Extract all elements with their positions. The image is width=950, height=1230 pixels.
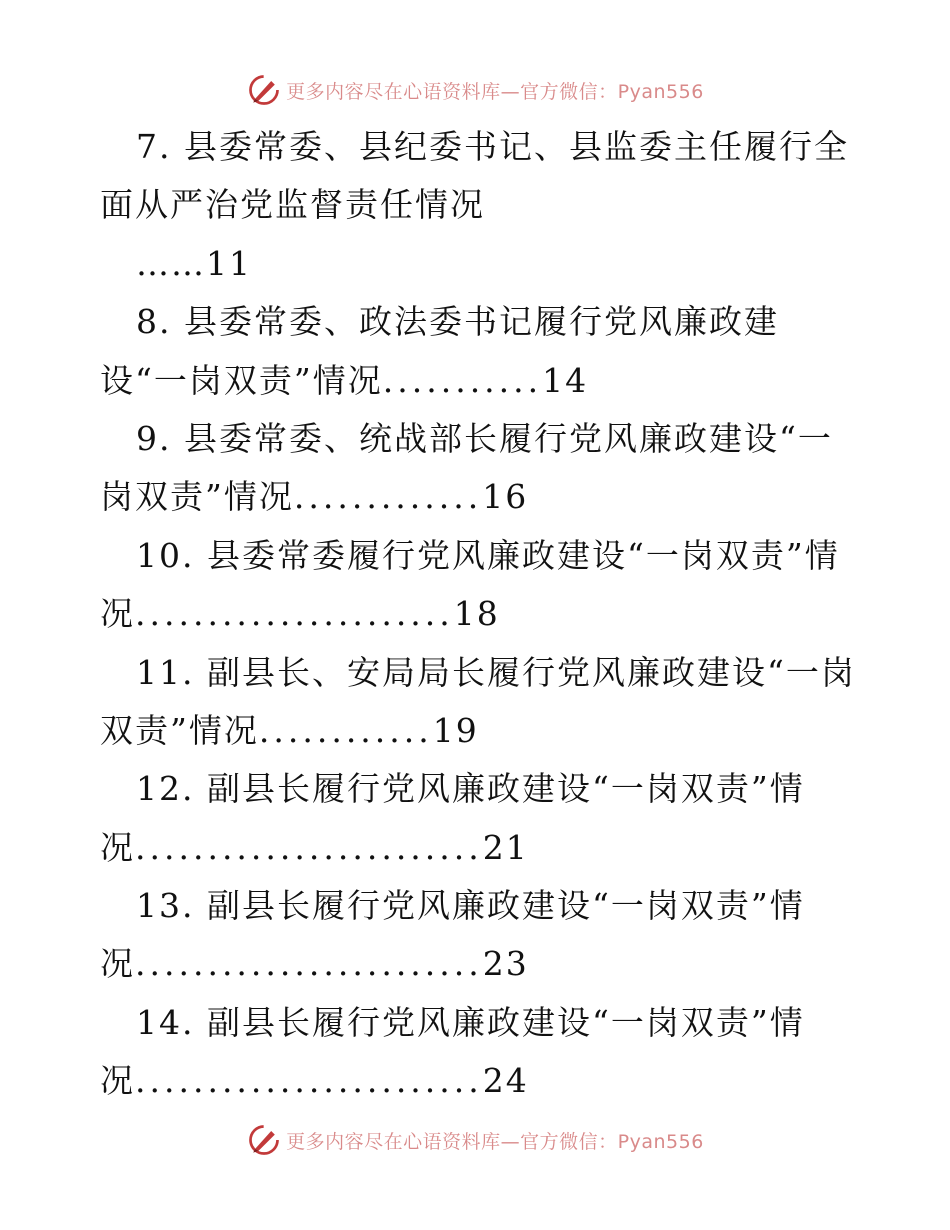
toc-leader-dots: ............. [293, 477, 483, 517]
watermark-content [246, 1122, 704, 1158]
toc-entry-12-line-2 [100, 819, 860, 877]
toc-entry-text: 况 [100, 594, 135, 634]
toc-entry-7-line-2: 面从严治党监督责任情况 [100, 185, 485, 225]
toc-leader-dots: ...................... [135, 594, 454, 634]
toc-entry-11-line-1: 11. 副县长、安局局长履行党风廉政建设“一岗 [136, 652, 856, 692]
watermark-content [246, 72, 704, 108]
table-of-contents [100, 118, 860, 1111]
toc-entry-12-line-1: 12. 副县长履行党风廉政建设“一岗双责”情 [136, 769, 805, 809]
watermark-text: 更多内容尽在心语资料库—官方微信：Pyan556 [286, 1130, 704, 1153]
toc-leader-dots: ........... [382, 360, 543, 400]
toc-entry-8-line-1: 8. 县委常委、政法委书记履行党风廉政建 [136, 302, 779, 342]
toc-entry-9-line-2 [100, 468, 860, 526]
toc-entry-text: 设“一岗双责”情况 [100, 360, 383, 400]
toc-entry-13-line-1: 13. 副县长履行党风廉政建设“一岗双责”情 [136, 886, 805, 926]
pen-logo-icon [246, 1122, 282, 1158]
toc-leader-dots: ........................ [135, 827, 483, 867]
toc-entry-text: 岗双责”情况 [100, 477, 294, 517]
watermark-footer [0, 1120, 950, 1160]
toc-entry-9-line-1: 9. 县委常委、统战部长履行党风廉政建设“一 [136, 418, 833, 458]
toc-entry-7-line-3: ……11 [136, 243, 252, 283]
toc-page-number: 18 [453, 594, 500, 634]
toc-entry-text: 况 [100, 944, 135, 984]
toc-entry-7-line-1: 7. 县委常委、县纪委书记、县监委主任履行全 [136, 127, 849, 166]
toc-leader-dots: ............ [258, 710, 433, 750]
toc-entry-8-line-2 [100, 352, 860, 410]
watermark-header [0, 70, 950, 110]
toc-entry-text: 况 [100, 1061, 135, 1101]
toc-entry-14-line-1: 14. 副县长履行党风廉政建设“一岗双责”情 [136, 1002, 805, 1042]
toc-page-number: 23 [482, 944, 529, 984]
toc-page-number: 19 [432, 710, 479, 750]
toc-entry-13-line-2 [100, 935, 860, 993]
toc-leader-dots: ........................ [135, 944, 483, 984]
toc-page-number: 24 [482, 1061, 529, 1101]
toc-page-number: 21 [482, 827, 529, 867]
watermark-text: 更多内容尽在心语资料库—官方微信：Pyan556 [286, 80, 704, 103]
toc-entry-10-line-2 [100, 585, 860, 643]
toc-leader-dots: ........................ [135, 1061, 483, 1101]
toc-entry-11-line-2 [100, 702, 860, 760]
toc-entry-text: 况 [100, 827, 135, 867]
toc-page-number: 14 [542, 360, 589, 400]
toc-entry-10-line-1: 10. 县委常委履行党风廉政建设“一岗双责”情 [136, 535, 840, 575]
toc-page-number: 16 [482, 477, 529, 517]
toc-entry-text: 双责”情况 [100, 710, 259, 750]
toc-entry-14-line-2 [100, 1052, 860, 1110]
pen-logo-icon [246, 72, 282, 108]
